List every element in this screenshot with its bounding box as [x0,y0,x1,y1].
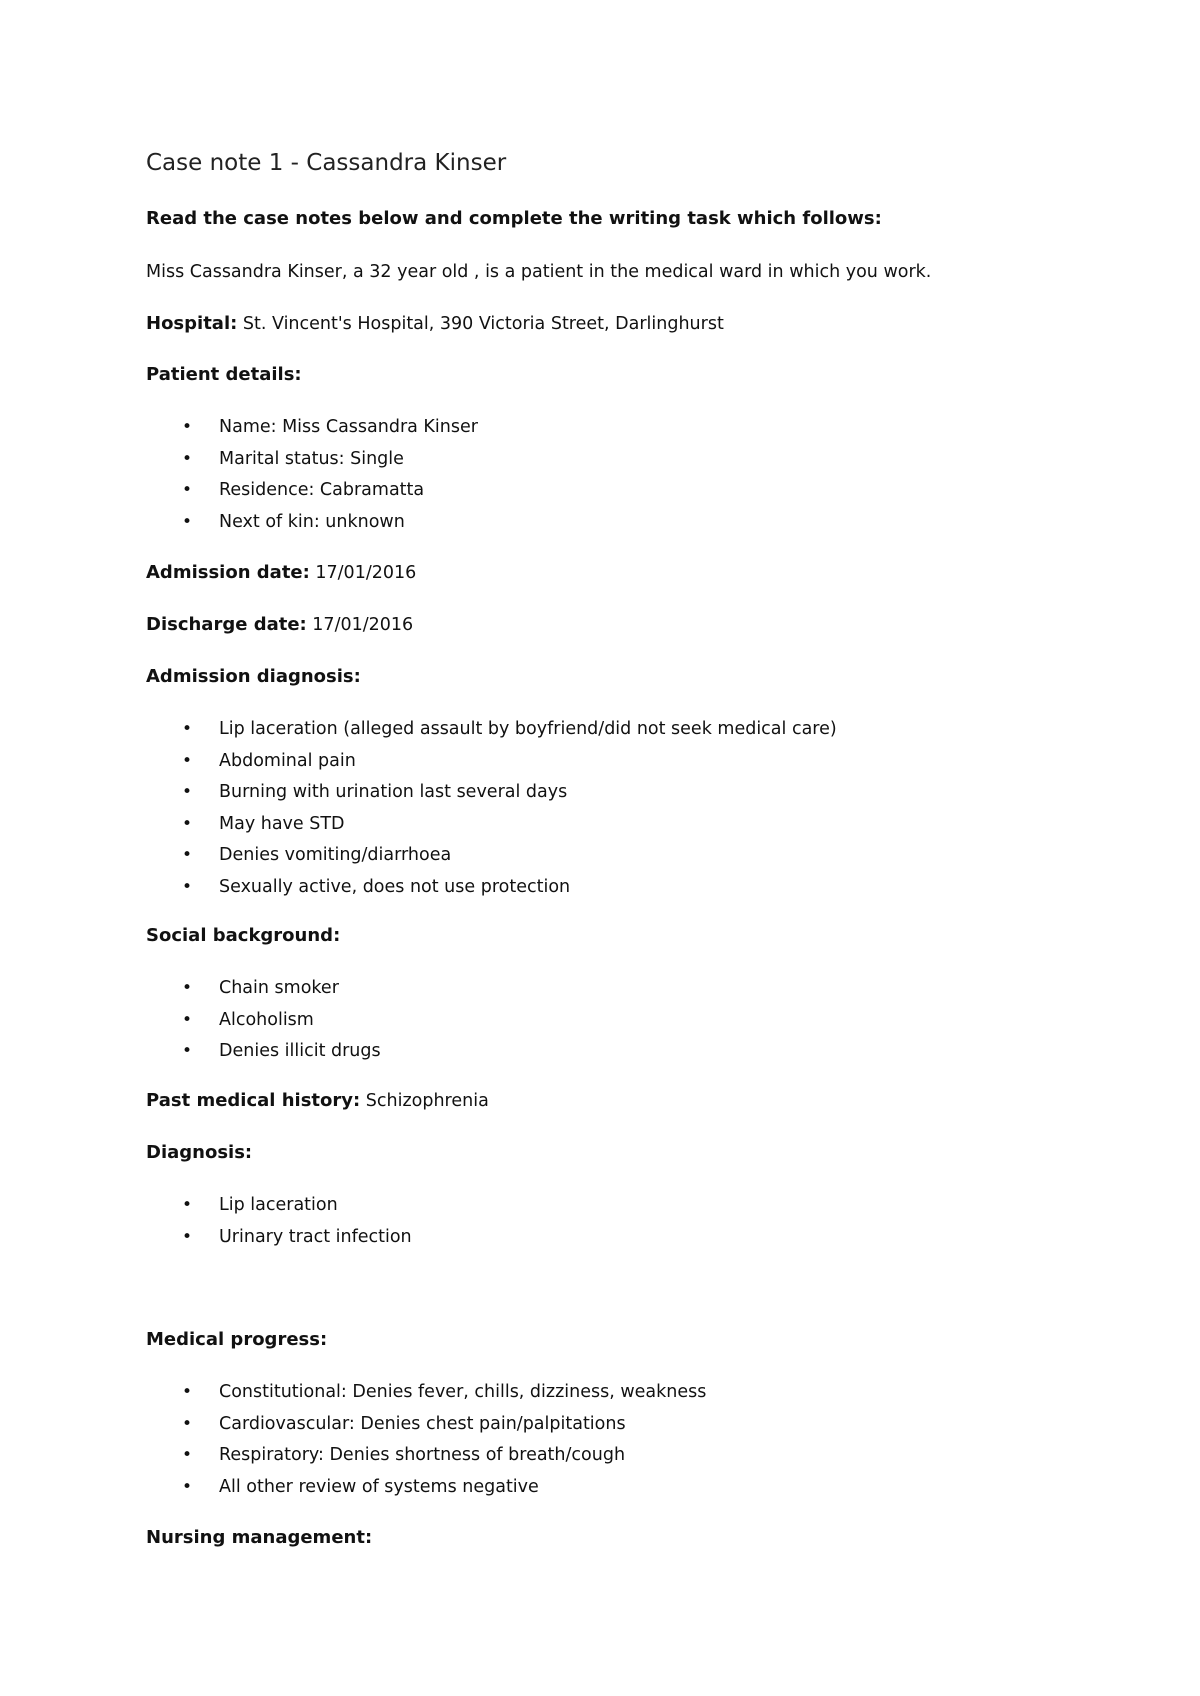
patient-details-list [146,412,478,538]
list-item: • Constitutional: Denies fever, chills, dizziness, weakness [146,1377,706,1409]
admission-date-line [146,562,416,583]
list-item: • Respiratory: Denies shortness of breath/cough [146,1440,706,1472]
social-background-list [146,973,381,1068]
list-item: • Marital status: Single [146,444,478,476]
past-medical-history-value: Schizophrenia [360,1091,489,1111]
past-medical-history-line [146,1090,489,1111]
hospital-label: Hospital: [146,313,238,334]
social-background-heading: Social background: [146,925,341,946]
list-item: • Cardiovascular: Denies chest pain/palpitations [146,1409,706,1441]
list-item: • Name: Miss Cassandra Kinser [146,412,478,444]
past-medical-history-label: Past medical history: [146,1090,361,1111]
document-title: Case note 1 - Cassandra Kinser [146,150,507,176]
discharge-date-line [146,614,413,635]
list-item: • Alcoholism [146,1005,381,1037]
intro-paragraph: Miss Cassandra Kinser, a 32 year old , is a patient in the medical ward in which you work. [146,262,932,282]
diagnosis-list [146,1190,412,1253]
list-item: • Urinary tract infection [146,1222,412,1254]
admission-date-label: Admission date: [146,562,310,583]
medical-progress-heading: Medical progress: [146,1329,328,1350]
list-item: • Burning with urination last several days [146,777,837,809]
list-item: • Abdominal pain [146,746,837,778]
hospital-line [146,313,724,334]
list-item: • Lip laceration [146,1190,412,1222]
medical-progress-list [146,1377,706,1503]
list-item: • May have STD [146,809,837,841]
discharge-date-label: Discharge date: [146,614,307,635]
list-item: • Lip laceration (alleged assault by boyfriend/did not seek medical care) [146,714,837,746]
nursing-management-heading: Nursing management: [146,1527,373,1548]
admission-date-value: 17/01/2016 [309,563,417,583]
patient-details-heading: Patient details: [146,364,302,385]
list-item: • Denies illicit drugs [146,1036,381,1068]
admission-diagnosis-heading: Admission diagnosis: [146,666,361,687]
hospital-value: St. Vincent's Hospital, 390 Victoria Street, Darlinghurst [237,314,724,334]
list-item: • Chain smoker [146,973,381,1005]
discharge-date-value: 17/01/2016 [306,615,414,635]
diagnosis-heading: Diagnosis: [146,1142,253,1163]
list-item: • Sexually active, does not use protection [146,872,837,904]
task-instruction: Read the case notes below and complete the writing task which follows: [146,208,882,229]
list-item: • Denies vomiting/diarrhoea [146,840,837,872]
list-item: • Residence: Cabramatta [146,475,478,507]
admission-diagnosis-list [146,714,837,903]
list-item: • All other review of systems negative [146,1472,706,1504]
list-item: • Next of kin: unknown [146,507,478,539]
